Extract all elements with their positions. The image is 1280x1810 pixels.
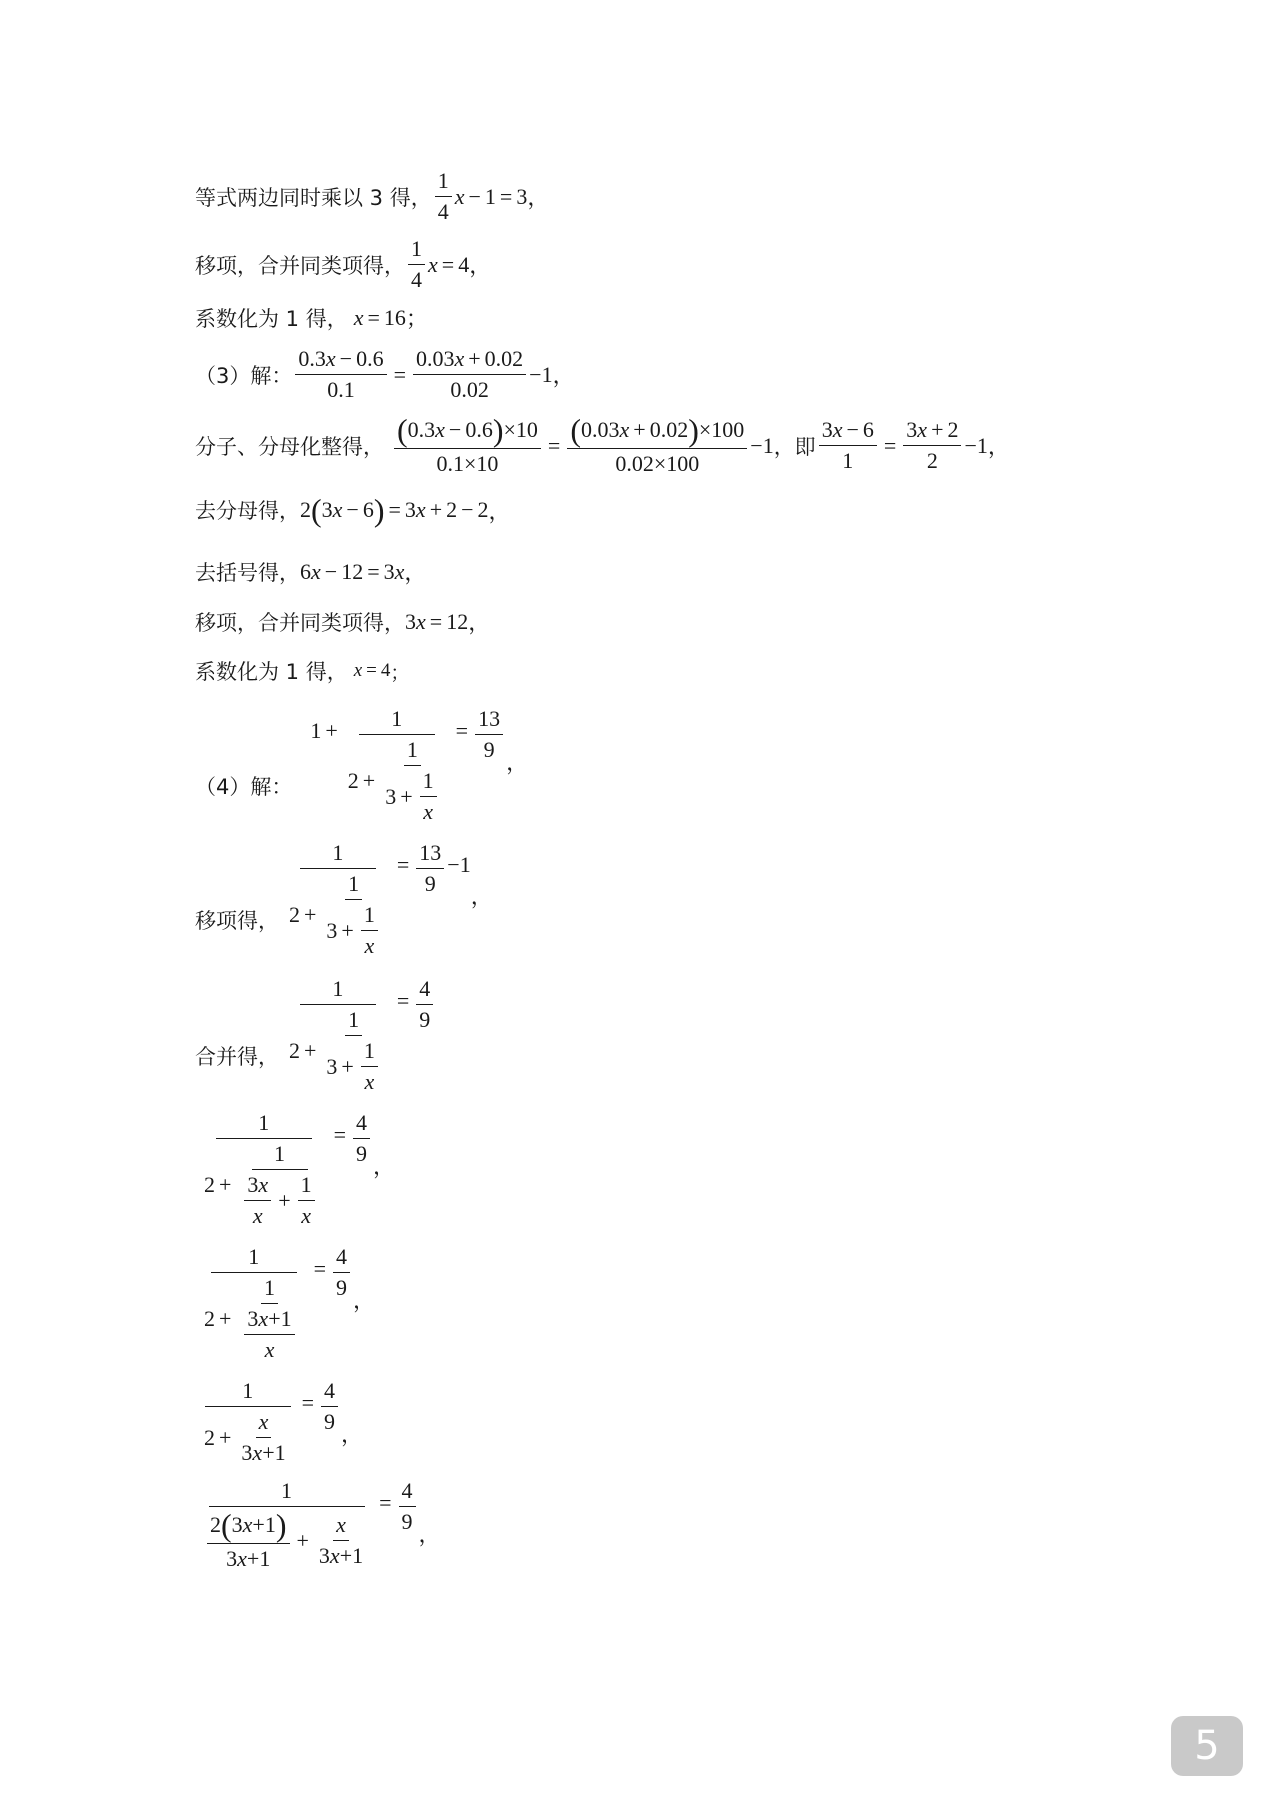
fraction: 1 2 ( 3 x + 1 ) 3 x + 1 + x 3 x + 1 [201, 1478, 372, 1572]
fraction: $\frac{4}{9}$ [333, 1244, 350, 1301]
page-number: 5 [1194, 1723, 1220, 1769]
fraction: ( 0.3 x − 0.6 ) × 10 0.1 × 10 [394, 414, 541, 477]
page-number-badge [1171, 1716, 1243, 1776]
fraction: $\frac{13}{9}$ [475, 706, 503, 763]
line-text: 移项得， [195, 908, 279, 933]
line-text: （4）解： [195, 774, 293, 799]
line-text: 等式两边同时乘以 3 得， [195, 185, 432, 210]
line-combine-like-terms: 移项，合并同类项得， $\frac{1}{4}$ x = 4 ， [195, 236, 492, 292]
line-move-terms: 移项得， 1 2 + 1 3 + $\frac{1}{x}$ = $\frac{13}{9}$ − 1 ， [195, 840, 493, 958]
line-step-a: 1 2 + 1 3 x x + $\frac{1}{x}$ = $\frac{4}{9}$ ， [198, 1110, 395, 1229]
line-multiply-both-sides: 等式两边同时乘以 3 得， $\frac{1}{4}$ x − 1 = 3 ， [195, 168, 550, 224]
fraction: 1 2 + 1 3 + $\frac{1}{x}$ [286, 976, 390, 1095]
line-coefficient-2: 系数化为 1 得， x = 4 ； [195, 656, 409, 686]
line-text: （3）解： [195, 363, 293, 388]
line-merge: 合并得， 1 2 + 1 3 + $\frac{1}{x}$ = $\frac{4}{9}$ [195, 976, 436, 1095]
fraction: 3 x + 2 2 [903, 417, 961, 474]
line-problem-4: （4）解： 1 + 1 2 + 1 3 + $\frac{1}{x}$ = $\frac{13}{9}$ ， [195, 706, 529, 824]
fraction: 1 2 + 1 3 + $\frac{1}{x}$ [286, 840, 390, 959]
line-text: 去分母得， [195, 499, 300, 523]
fraction: $\frac{1}{4}$ [408, 236, 425, 293]
fraction: 0.03 x + 0.02 0.02 [413, 346, 526, 403]
line-step-d: 1 2 ( 3 x + 1 ) 3 x + 1 + x 3 x + 1 = $\frac{4}{9}$ ， [198, 1478, 441, 1572]
line-text: 系数化为 1 得， [195, 306, 348, 331]
fraction: $\frac{13}{9}$ [416, 840, 444, 897]
fraction: $\frac{1}{4}$ [435, 168, 452, 225]
fraction: 1 2 + 1 3 x + 1 x [201, 1244, 307, 1363]
fraction: 1 2 + 1 3 + $\frac{1}{x}$ [345, 706, 449, 825]
line-text: 系数化为 1 得， [195, 660, 348, 684]
line-step-c: 1 2 + x 3 x + 1 = $\frac{4}{9}$ ， [198, 1378, 363, 1466]
fraction: $\frac{4}{9}$ [399, 1478, 416, 1535]
line-text: 去括号得， [195, 560, 300, 585]
fraction: 0.3 x − 0.6 0.1 [295, 346, 386, 403]
line-remove-denominator: 去分母得， 2 ( 3 x − 6 ) = 3 x + 2 − 2 ， [195, 492, 511, 528]
line-coefficient: 系数化为 1 得， x = 16 ； [195, 304, 428, 331]
fraction: 1 2 + x 3 x + 1 [201, 1378, 295, 1466]
fraction: $\frac{4}{9}$ [416, 976, 433, 1033]
fraction: $\frac{4}{9}$ [321, 1378, 338, 1435]
fraction: ( 0.03 x + 0.02 ) × 100 0.02 × 100 [567, 414, 747, 477]
line-text: 合并得， [195, 1044, 279, 1069]
line-text: 移项，合并同类项得， [195, 253, 405, 278]
fraction: $\frac{4}{9}$ [353, 1110, 370, 1167]
line-integerize: 分子、分母化整得， ( 0.3 x − 0.6 ) × 10 0.1 × 10 = ( 0.03 x + 0.02 ) × 100 0.02 × 100 − 1 ，即 3 x − 6 1 = 3 x + 2 2 − 1 ， [195, 412, 1010, 476]
line-combine-like-terms-2: 移项，合并同类项得， 3 x = 12 ， [195, 608, 491, 635]
line-step-b: 1 2 + 1 3 x + 1 x = $\frac{4}{9}$ ， [198, 1244, 375, 1363]
line-remove-brackets: 去括号得， 6 x − 12 = 3 x ， [195, 558, 427, 585]
line-text: 分子、分母化整得， [195, 434, 384, 459]
line-problem-3: （3）解： 0.3 x − 0.6 0.1 = 0.03 x + 0.02 0.02 − 1 ， [195, 346, 575, 402]
fraction: 1 2 + 1 3 x x + $\frac{1}{x}$ [201, 1110, 327, 1229]
line-text: 移项，合并同类项得， [195, 610, 405, 635]
fraction: 3 x − 6 1 [819, 417, 877, 474]
